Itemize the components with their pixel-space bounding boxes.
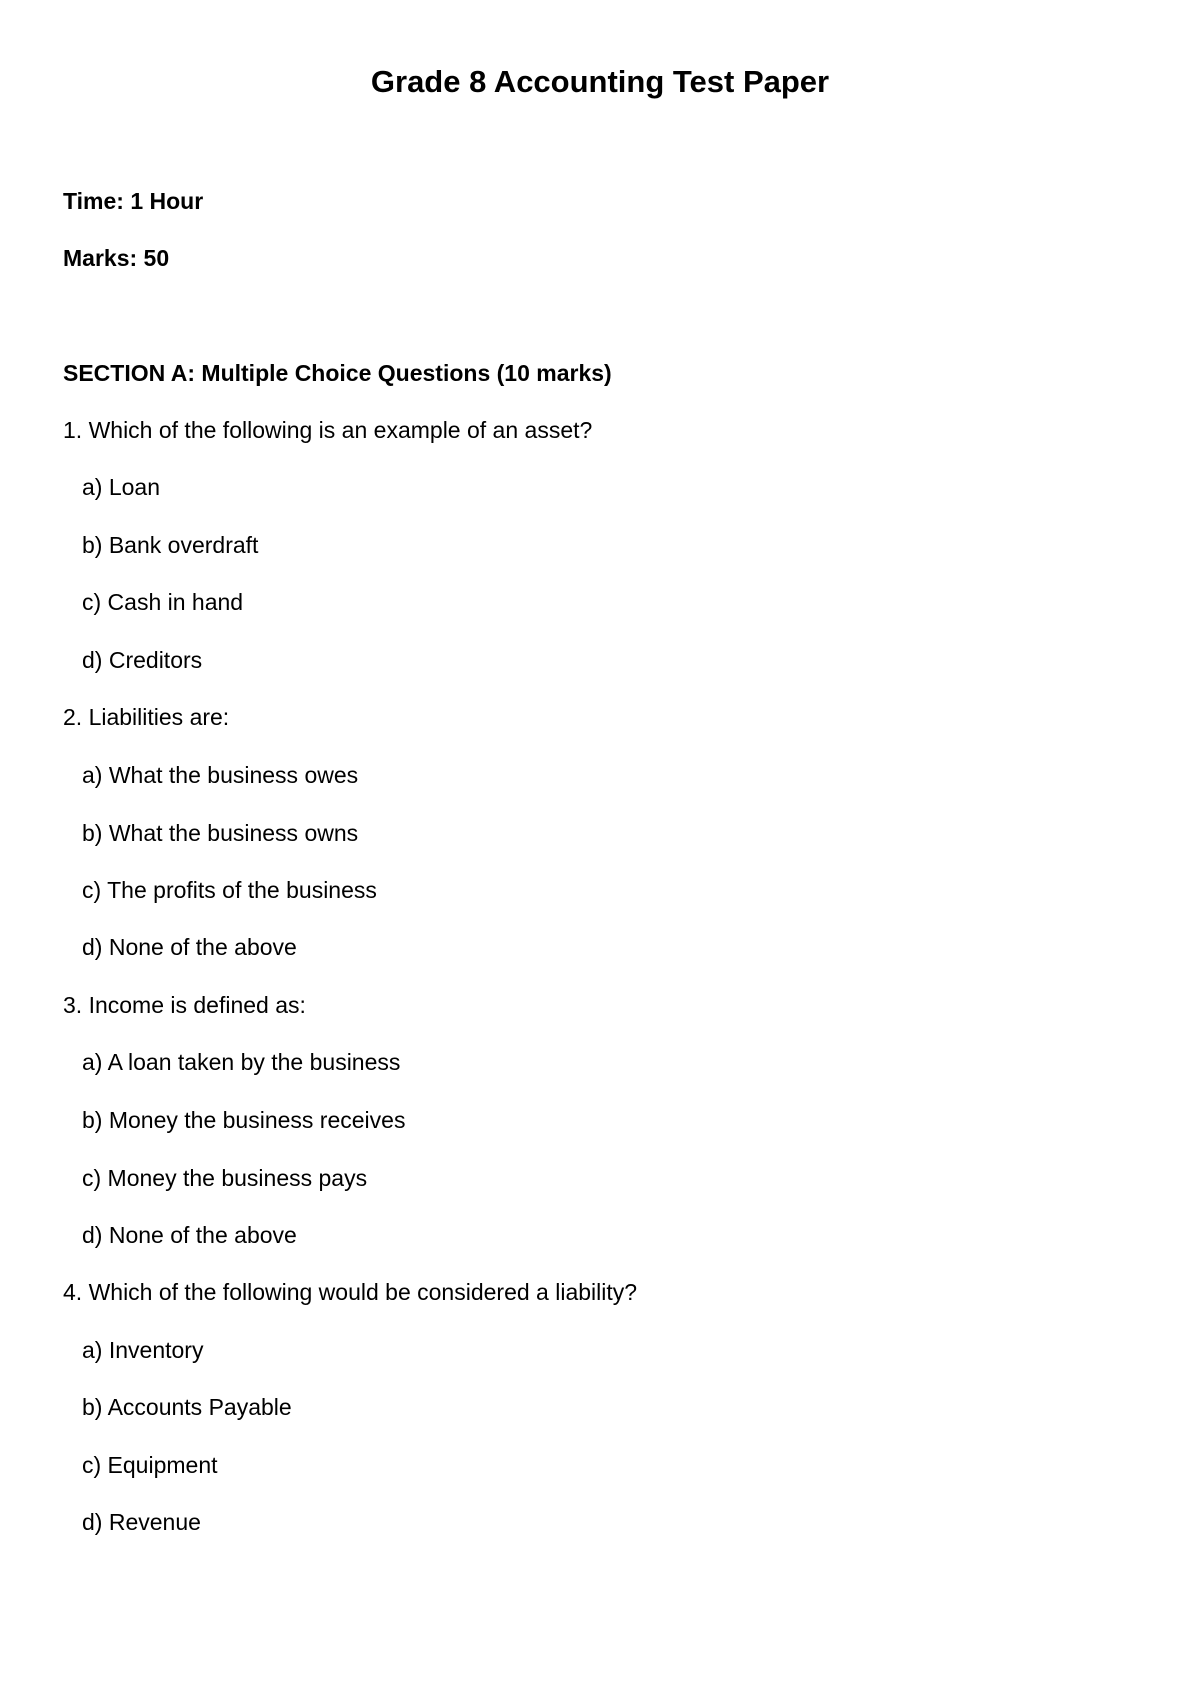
question-1-option-a: a) Loan — [82, 474, 161, 500]
question-1: 1. Which of the following is an example of an asset? — [63, 417, 593, 443]
question-3-option-d: d) None of the above — [82, 1222, 297, 1248]
question-3-option-a: a) A loan taken by the business — [82, 1049, 401, 1075]
question-1-option-d: d) Creditors — [82, 647, 203, 673]
document-title: Grade 8 Accounting Test Paper — [370, 64, 830, 99]
time-allowed: Time: 1 Hour — [63, 188, 204, 214]
question-2: 2. Liabilities are: — [63, 704, 230, 730]
question-4-option-b: b) Accounts Payable — [82, 1394, 292, 1420]
question-4-option-a: a) Inventory — [82, 1337, 204, 1363]
question-2-option-d: d) None of the above — [82, 934, 297, 960]
question-3-option-b: b) Money the business receives — [82, 1107, 406, 1133]
question-1-option-b: b) Bank overdraft — [82, 532, 259, 558]
question-1-option-c: c) Cash in hand — [82, 589, 244, 615]
question-2-option-b: b) What the business owns — [82, 820, 359, 846]
question-3-option-c: c) Money the business pays — [82, 1165, 368, 1191]
question-2-option-c: c) The profits of the business — [82, 877, 377, 903]
question-2-option-a: a) What the business owes — [82, 762, 359, 788]
question-3: 3. Income is defined as: — [63, 992, 306, 1018]
total-marks: Marks: 50 — [63, 245, 170, 271]
question-4: 4. Which of the following would be considered a liability? — [63, 1279, 638, 1305]
section-a-heading: SECTION A: Multiple Choice Questions (10 marks) — [63, 360, 612, 386]
question-4-option-c: c) Equipment — [82, 1452, 218, 1478]
question-4-option-d: d) Revenue — [82, 1509, 201, 1535]
